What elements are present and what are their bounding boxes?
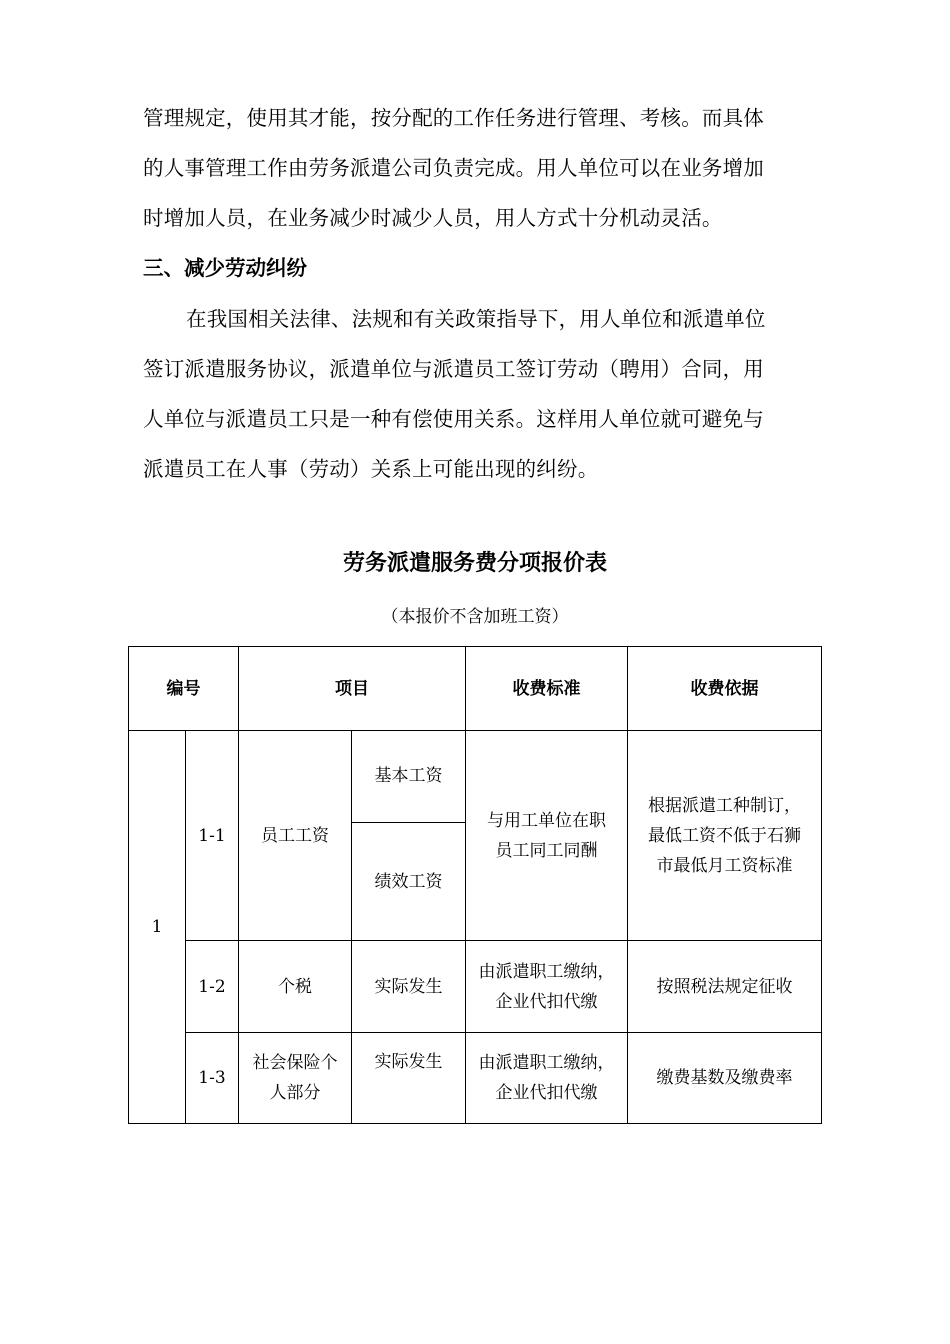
table-row <box>129 941 822 1033</box>
cell-line: 社会保险个 <box>252 1053 338 1073</box>
sub-item-cell: 基本工资 <box>352 731 466 823</box>
code-cell: 1-2 <box>186 941 239 1033</box>
group-number-cell: 1 <box>129 731 186 1124</box>
quote-table <box>128 646 822 1124</box>
basis-cell <box>628 731 822 941</box>
code-cell: 1-3 <box>186 1033 239 1124</box>
standard-cell <box>466 941 628 1033</box>
cell-line: 企业代扣代缴 <box>495 1083 598 1103</box>
cell-line: 最低工资不低于石狮 <box>648 825 801 846</box>
header-basis: 收费依据 <box>628 647 822 731</box>
body-paragraph-1 <box>143 93 823 243</box>
paragraph-line: 签订派遣服务协议，派遣单位与派遣员工签订劳动（聘用）合同，用 <box>143 357 764 381</box>
paragraph-line: 在我国相关法律、法规和有关政策指导下，用人单位和派遣单位 <box>186 307 766 331</box>
paragraph-line: 时增加人员，在业务减少时减少人员，用人方式十分机动灵活。 <box>143 206 723 230</box>
header-item: 项目 <box>239 647 466 731</box>
sub-item-cell: 实际发生 <box>352 1033 466 1124</box>
cell-line: 由派遣职工缴纳， <box>478 961 615 982</box>
paragraph-line: 管理规定，使用其才能，按分配的工作任务进行管理、考核。而具体 <box>143 106 764 130</box>
standard-cell <box>466 731 628 941</box>
table-subtitle: （本报价不含加班工资） <box>381 607 569 627</box>
paragraph-line: 的人事管理工作由劳务派遣公司负责完成。用人单位可以在业务增加 <box>143 156 764 180</box>
item-cell <box>239 1033 352 1124</box>
code-cell: 1-1 <box>186 731 239 941</box>
paragraph-line: 派遣员工在人事（劳动）关系上可能出现的纠纷。 <box>143 457 599 481</box>
cell-line: 由派遣职工缴纳， <box>478 1053 615 1073</box>
cell-line: 企业代扣代缴 <box>495 991 598 1012</box>
section-heading: 三、减少劳动纠纷 <box>143 256 307 280</box>
cell-line: 根据派遣工种制订， <box>648 795 801 816</box>
cell-line: 与用工单位在职 <box>487 810 606 831</box>
item-cell: 个税 <box>239 941 352 1033</box>
sub-item-cell: 实际发生 <box>352 941 466 1033</box>
sub-item-cell: 绩效工资 <box>352 823 466 941</box>
header-number: 编号 <box>129 647 239 731</box>
table-header-row <box>129 647 822 731</box>
cell-line: 员工同工同酬 <box>495 840 598 861</box>
cell-line: 市最低月工资标准 <box>656 855 793 876</box>
body-paragraph-2 <box>143 294 823 494</box>
table-row <box>129 1033 822 1124</box>
basis-cell: 缴费基数及缴费率 <box>628 1033 822 1124</box>
item-cell: 员工工资 <box>239 731 352 941</box>
header-standard: 收费标准 <box>466 647 628 731</box>
table-row <box>129 731 822 823</box>
standard-cell <box>466 1033 628 1124</box>
basis-cell: 按照税法规定征收 <box>628 941 822 1033</box>
paragraph-line: 人单位与派遣员工只是一种有偿使用关系。这样用人单位就可避免与 <box>143 407 764 431</box>
table-title: 劳务派遣服务费分项报价表 <box>342 551 607 576</box>
cell-line: 人部分 <box>269 1083 321 1103</box>
